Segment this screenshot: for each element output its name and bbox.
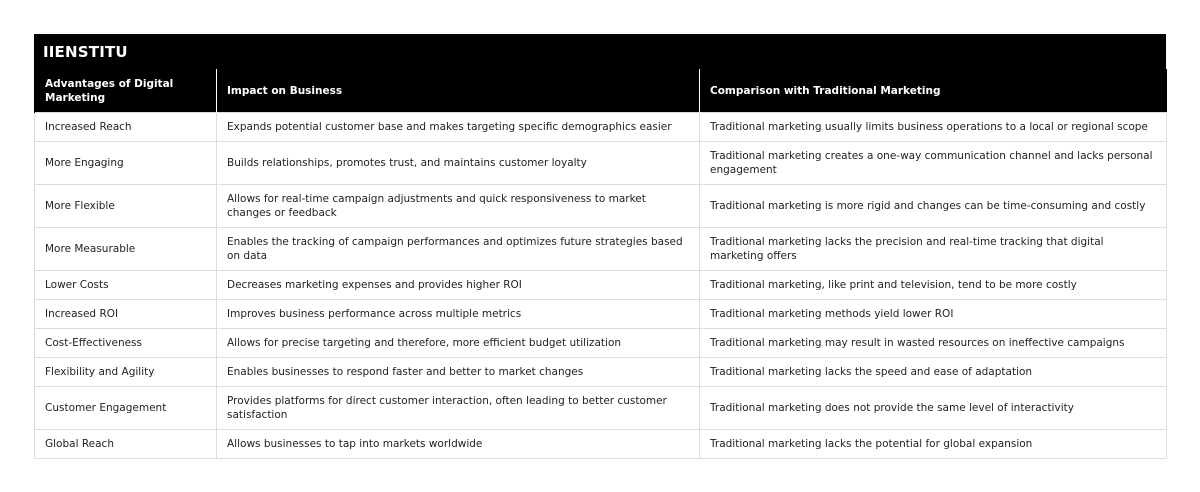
cell-comparison: Traditional marketing, like print and television, tend to be more costly [700, 271, 1167, 300]
cell-advantage: Flexibility and Agility [35, 358, 217, 387]
table-header [35, 69, 1167, 113]
table-row [35, 300, 1167, 329]
cell-advantage: Lower Costs [35, 271, 217, 300]
cell-comparison: Traditional marketing does not provide the same level of interactivity [700, 387, 1167, 430]
table-row [35, 430, 1167, 459]
cell-impact: Provides platforms for direct customer interaction, often leading to better customer satisfaction [217, 387, 700, 430]
cell-comparison: Traditional marketing lacks the potential for global expansion [700, 430, 1167, 459]
cell-impact: Improves business performance across multiple metrics [217, 300, 700, 329]
header-impact: Impact on Business [217, 69, 700, 113]
cell-advantage: More Measurable [35, 228, 217, 271]
brand-header-bar [34, 34, 1166, 69]
cell-advantage: Cost-Effectiveness [35, 329, 217, 358]
cell-impact: Allows for precise targeting and therefore, more efficient budget utilization [217, 329, 700, 358]
cell-advantage: More Flexible [35, 185, 217, 228]
table-row [35, 358, 1167, 387]
table-row [35, 329, 1167, 358]
cell-comparison: Traditional marketing lacks the speed and ease of adaptation [700, 358, 1167, 387]
cell-advantage: Increased Reach [35, 113, 217, 142]
cell-comparison: Traditional marketing usually limits business operations to a local or regional scope [700, 113, 1167, 142]
comparison-table [34, 69, 1167, 459]
cell-impact: Enables businesses to respond faster and better to market changes [217, 358, 700, 387]
table-row [35, 185, 1167, 228]
cell-comparison: Traditional marketing creates a one-way communication channel and lacks personal engagement [700, 142, 1167, 185]
header-row [35, 69, 1167, 113]
cell-impact: Decreases marketing expenses and provides higher ROI [217, 271, 700, 300]
cell-comparison: Traditional marketing methods yield lower ROI [700, 300, 1167, 329]
cell-impact: Allows for real-time campaign adjustments and quick responsiveness to market changes or feedback [217, 185, 700, 228]
header-comparison: Comparison with Traditional Marketing [700, 69, 1167, 113]
table-body [35, 113, 1167, 459]
cell-comparison: Traditional marketing lacks the precision and real-time tracking that digital marketing offers [700, 228, 1167, 271]
cell-advantage: Customer Engagement [35, 387, 217, 430]
cell-impact: Builds relationships, promotes trust, and maintains customer loyalty [217, 142, 700, 185]
comparison-table-container [34, 34, 1166, 459]
brand-title: IIENSTITU [43, 42, 128, 61]
table-row [35, 113, 1167, 142]
cell-impact: Expands potential customer base and makes targeting specific demographics easier [217, 113, 700, 142]
cell-comparison: Traditional marketing is more rigid and changes can be time-consuming and costly [700, 185, 1167, 228]
cell-comparison: Traditional marketing may result in wasted resources on ineffective campaigns [700, 329, 1167, 358]
cell-advantage: Increased ROI [35, 300, 217, 329]
cell-impact: Allows businesses to tap into markets worldwide [217, 430, 700, 459]
header-advantages: Advantages of Digital Marketing [35, 69, 217, 113]
table-row [35, 142, 1167, 185]
table-row [35, 271, 1167, 300]
cell-advantage: Global Reach [35, 430, 217, 459]
table-row [35, 387, 1167, 430]
cell-advantage: More Engaging [35, 142, 217, 185]
cell-impact: Enables the tracking of campaign performances and optimizes future strategies based on data [217, 228, 700, 271]
table-row [35, 228, 1167, 271]
